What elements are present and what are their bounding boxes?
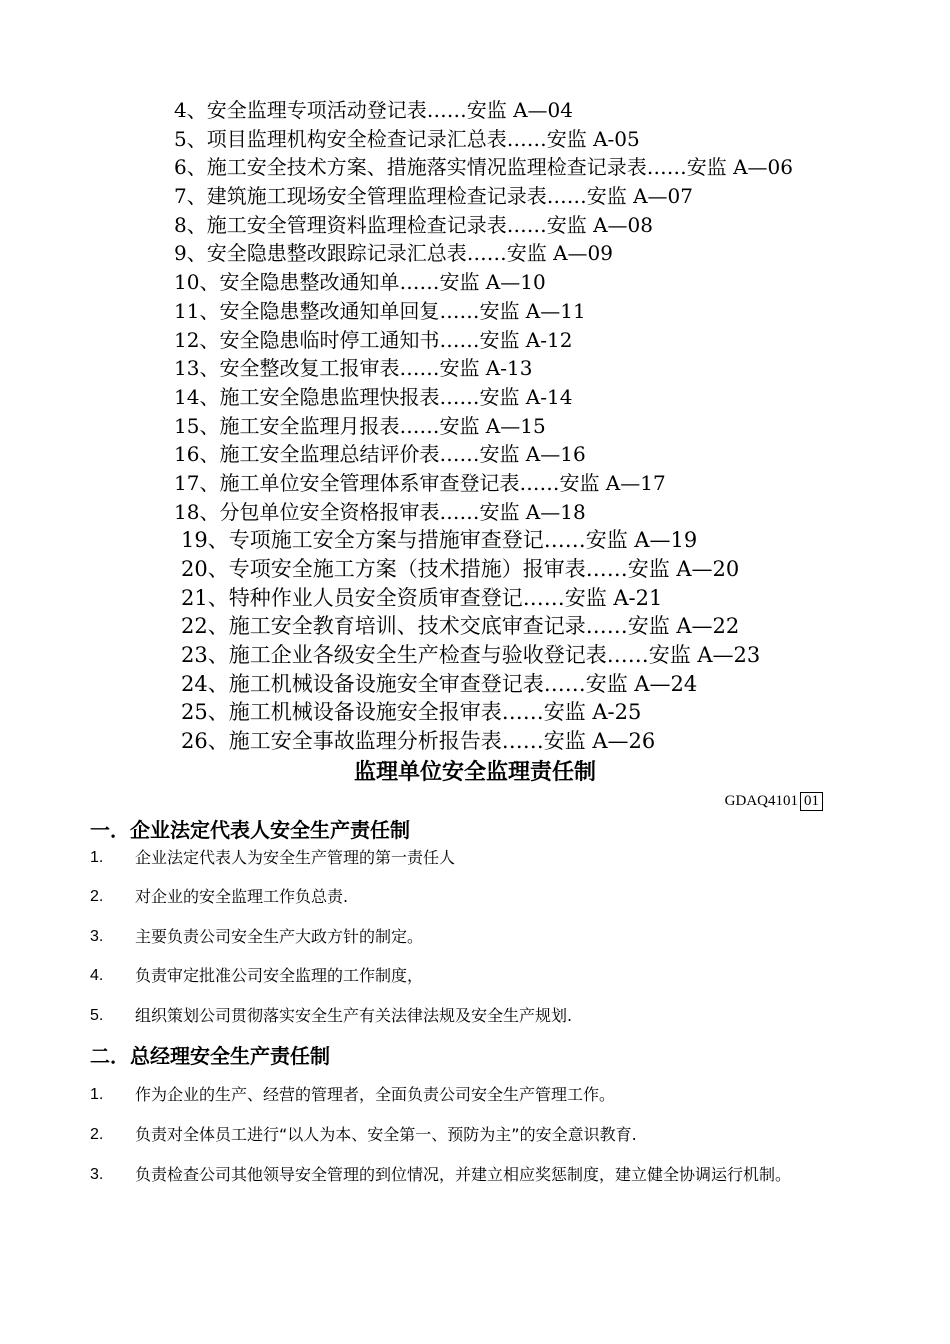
form-list-item: 19、专项施工安全方案与措施审查登记……安监 A—19 — [181, 528, 698, 553]
form-list-item: 15、施工安全监理月报表……安监 A—15 — [174, 413, 546, 438]
form-list-item: 17、施工单位安全管理体系审查登记表……安监 A—17 — [174, 470, 666, 495]
item-text: 作为企业的生产、经营的管理者，全面负责公司安全生产管理工作。 — [135, 1085, 616, 1104]
form-list-item: 16、施工安全监理总结评价表……安监 A—16 — [174, 442, 586, 467]
item-number: 1. — [90, 849, 104, 866]
form-list-item: 20、专项安全施工方案（技术措施）报审表……安监 A—20 — [181, 557, 740, 581]
item-number: 4. — [90, 967, 104, 984]
form-list-item: 26、施工安全事故监理分析报告表……安监 A—26 — [181, 729, 656, 754]
item-text: 企业法定代表人为安全生产管理的第一责任人 — [135, 848, 456, 867]
document-code — [725, 791, 823, 811]
form-list-item: 13、安全整改复工报审表……安监 A-13 — [174, 356, 533, 381]
item-text: 对企业的安全监理工作负总责. — [135, 887, 349, 906]
form-list-item: 11、安全隐患整改通知单回复……安监 A—11 — [174, 298, 586, 323]
item-number: 3. — [90, 1166, 104, 1183]
item-text: 负责审定批准公司安全监理的工作制度， — [135, 966, 424, 985]
form-list-item: 10、安全隐患整改通知单……安监 A—10 — [174, 270, 546, 295]
item-text: 负责检查公司其他领导安全管理的到位情况，并建立相应奖惩制度，建立健全协调运行机制。 — [135, 1165, 792, 1184]
form-list-item: 6、施工安全技术方案、措施落实情况监理检查记录表……安监 A—06 — [174, 155, 793, 180]
form-list-item: 9、安全隐患整改跟踪记录汇总表……安监 A—09 — [174, 241, 613, 266]
form-list-item: 23、施工企业各级安全生产检查与验收登记表……安监 A—23 — [181, 643, 761, 668]
list-item — [90, 1083, 860, 1107]
item-number: 2. — [90, 888, 104, 905]
form-list-item: 14、施工安全隐患监理快报表……安监 A-14 — [174, 384, 573, 409]
list-item — [90, 925, 860, 949]
form-list-item: 12、安全隐患临时停工通知书……安监 A-12 — [174, 327, 573, 352]
list-item — [90, 846, 860, 870]
form-list-item: 8、施工安全管理资料监理检查记录表……安监 A—08 — [174, 212, 653, 237]
section-heading: 一．企业法定代表人安全生产责任制 — [90, 818, 410, 842]
item-number: 2. — [90, 1126, 104, 1143]
item-number: 3. — [90, 928, 104, 945]
form-list-item: 18、分包单位安全资格报审表……安监 A—18 — [174, 499, 586, 524]
form-list-item: 4、安全监理专项活动登记表……安监 A—04 — [174, 98, 573, 122]
list-item — [90, 1123, 860, 1147]
item-number: 1. — [90, 1086, 104, 1103]
form-list-item: 21、特种作业人员安全资质审查登记……安监 A-21 — [181, 585, 663, 610]
form-list-item: 5、项目监理机构安全检查记录汇总表……安监 A-05 — [174, 126, 640, 151]
form-list-item: 7、建筑施工现场安全管理监理检查记录表……安监 A—07 — [174, 184, 693, 209]
document-code-box: 01 — [800, 792, 823, 811]
form-list-item: 24、施工机械设备设施安全审查登记表……安监 A—24 — [181, 671, 698, 696]
document-code-prefix: GDAQ4101 — [724, 793, 798, 809]
item-text: 主要负责公司安全生产大政方针的制定。 — [135, 927, 424, 946]
list-item — [90, 1156, 860, 1194]
list-item — [90, 964, 860, 988]
form-list — [0, 96, 950, 756]
list-item — [90, 885, 860, 909]
document-title: 监理单位安全监理责任制 — [353, 760, 596, 785]
form-list-item: 22、施工安全教育培训、技术交底审查记录……安监 A—22 — [181, 614, 740, 639]
item-number: 5. — [90, 1007, 104, 1024]
list-item — [90, 1004, 860, 1028]
item-text: 组织策划公司贯彻落实安全生产有关法律法规及安全生产规划. — [135, 1006, 573, 1025]
form-list-item: 25、施工机械设备设施安全报审表……安监 A-25 — [181, 700, 642, 725]
item-text: 负责对全体员工进行“以人为本、安全第一、预防为主”的安全意识教育. — [135, 1125, 637, 1144]
section-heading: 二．总经理安全生产责任制 — [90, 1044, 330, 1068]
